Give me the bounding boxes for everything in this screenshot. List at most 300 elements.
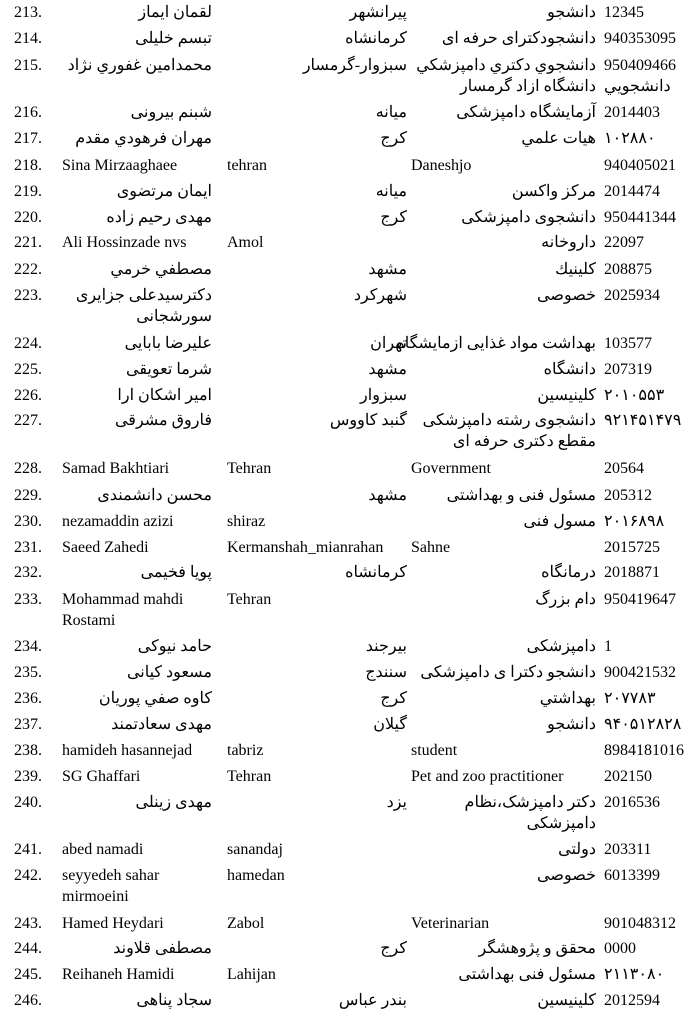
registrant-city <box>227 662 407 683</box>
registrant-code <box>604 285 695 306</box>
registrant-city <box>227 333 407 354</box>
row-number: 235. <box>14 664 42 681</box>
registrant-occupation <box>411 662 596 683</box>
row-number: 226. <box>14 387 42 404</box>
registrant-city <box>227 562 407 583</box>
registrant-city <box>227 792 407 813</box>
registrant-city <box>227 913 407 934</box>
registrant-occupation-line: دام بزرگ <box>535 591 596 608</box>
row-number: 222. <box>14 261 42 278</box>
registrant-city-line: گنبد کاووس <box>329 412 407 429</box>
registrant-occupation <box>411 562 596 583</box>
registrant-code <box>604 636 695 657</box>
registrant-occupation <box>411 865 596 886</box>
row-number: 220. <box>14 209 42 226</box>
registrant-city <box>227 485 407 506</box>
registrant-name <box>62 839 212 860</box>
registrant-code <box>604 385 695 406</box>
registrant-city <box>227 28 407 49</box>
registrant-name <box>62 485 212 506</box>
registrant-occupation <box>411 102 596 123</box>
registrant-code <box>604 562 695 583</box>
registrant-city <box>227 155 407 176</box>
registrant-code <box>604 964 695 985</box>
registrant-code-line: 2015725 <box>604 539 660 556</box>
row-number: 240. <box>14 794 42 811</box>
registrant-name <box>62 537 212 558</box>
registrant-name-line: Samad Bakhtiari <box>62 460 170 477</box>
registrant-code-line: ۹۲۱۴۵۱۴۷۹ <box>604 412 682 429</box>
registrant-occupation-line: مرکز واکسن <box>511 183 596 200</box>
registrant-occupation <box>411 28 596 49</box>
registrant-occupation-line: Sahne <box>411 539 451 556</box>
registrant-occupation <box>411 55 596 97</box>
row-number: 215. <box>14 57 42 74</box>
registrant-city-line: tehran <box>227 157 267 174</box>
registrant-city <box>227 766 407 787</box>
registrant-name <box>62 964 212 985</box>
row-number: 223. <box>14 287 42 304</box>
registrant-name-line: mirmoeini <box>62 888 129 905</box>
registrant-occupation <box>411 740 596 761</box>
registrant-city <box>227 839 407 860</box>
registrant-code-line: 8984181016 <box>604 742 684 759</box>
registrant-city-line: Tehran <box>227 591 272 608</box>
registrant-name <box>62 589 212 631</box>
registrant-code-line: 20564 <box>604 460 644 477</box>
registrant-city-line: Kermanshah_mianrahan <box>227 539 384 556</box>
registrant-occupation-line: دانشجو <box>547 4 596 21</box>
registrant-city-line: تهران <box>370 335 407 352</box>
registrant-occupation <box>411 792 596 834</box>
registrant-city-line: سبزوار <box>360 387 407 404</box>
registrant-name <box>62 333 212 354</box>
registrant-code-line: 0000 <box>604 940 636 957</box>
registrant-occupation-line: دامپزشکی <box>526 815 596 832</box>
registrant-city-line: یزد <box>386 794 407 811</box>
registrant-name-line: hamideh hasannejad <box>62 742 193 759</box>
registrant-city-line: بندر عباس <box>338 992 407 1009</box>
registrant-name <box>62 410 212 431</box>
registrant-city <box>227 181 407 202</box>
registrant-city-line: Amol <box>227 234 264 251</box>
registrant-name <box>62 865 212 907</box>
registrant-occupation <box>411 485 596 506</box>
registrant-occupation <box>411 285 596 306</box>
registrant-city-line: مشهد <box>368 261 407 278</box>
registrant-code <box>604 913 695 934</box>
registrant-code-line: 1 <box>604 638 612 655</box>
registrant-name-line: مهدی زینلی <box>135 794 212 811</box>
registrant-occupation <box>411 511 596 532</box>
row-number: 241. <box>14 841 42 858</box>
row-number: 219. <box>14 183 42 200</box>
registrant-city-line: hamedan <box>227 867 285 884</box>
registrant-name <box>62 990 212 1011</box>
registrant-code <box>604 102 695 123</box>
registrant-name <box>62 232 212 253</box>
registrant-code <box>604 259 695 280</box>
registrant-occupation-line: درمانگاه <box>541 564 596 581</box>
registrant-name <box>62 102 212 123</box>
registrant-occupation <box>411 232 596 253</box>
registrant-occupation <box>411 938 596 959</box>
registrant-city <box>227 537 407 558</box>
row-number: 214. <box>14 30 42 47</box>
registrant-city <box>227 55 407 76</box>
registrant-name <box>62 766 212 787</box>
registrant-city-line: میانه <box>375 183 407 200</box>
registrant-code-line: ۲۰۷۷۸۳ <box>604 690 656 707</box>
row-number: 234. <box>14 638 42 655</box>
registrant-city <box>227 385 407 406</box>
registrant-occupation-line: دانشجوي دكتري دامپزشكي <box>416 57 596 74</box>
registrant-city-line: مشهد <box>368 487 407 504</box>
registrant-occupation <box>411 714 596 735</box>
row-number: 233. <box>14 591 42 608</box>
registrant-code <box>604 410 695 431</box>
registrant-name-line: كاوه صفي پوريان <box>98 690 212 707</box>
registrant-name-line: مصطفي خرمي <box>110 261 212 278</box>
registrant-name-line: امیر اشکان ارا <box>117 387 212 404</box>
registrant-occupation-line: دانشجوی دامپزشکی <box>461 209 596 226</box>
registrant-name <box>62 181 212 202</box>
registrant-name <box>62 55 212 76</box>
registrant-name-line: seyyedeh sahar <box>62 867 160 884</box>
registrant-city-line: سبزوار-گرمسار <box>302 57 407 74</box>
row-number: 232. <box>14 564 42 581</box>
registrant-occupation-line: دکتر دامپزشک،نظام <box>464 794 596 811</box>
registrant-code <box>604 766 695 787</box>
registrant-city <box>227 232 407 253</box>
registrant-city-line: مشهد <box>368 361 407 378</box>
registrant-code <box>604 333 695 354</box>
registrant-code-line: 940405021 <box>604 157 676 174</box>
registrant-occupation-line: خصوصی <box>537 287 596 304</box>
registrant-name-line: Mohammad mahdi <box>62 591 184 608</box>
row-number: 242. <box>14 867 42 884</box>
row-number: 221. <box>14 234 42 251</box>
registrant-city <box>227 740 407 761</box>
registrant-name <box>62 662 212 683</box>
registrant-occupation-line: مسول فنی <box>523 513 596 530</box>
registrant-city-line: بیرجند <box>365 638 407 655</box>
registrant-city-line: کرمانشاه <box>345 30 407 47</box>
registrant-city <box>227 410 407 431</box>
registrant-city <box>227 865 407 886</box>
registrant-occupation-line: دامپزشکی <box>526 638 596 655</box>
registrant-occupation <box>411 636 596 657</box>
registrant-code-line: 208875 <box>604 261 652 278</box>
registrant-code <box>604 458 695 479</box>
registrant-city <box>227 511 407 532</box>
registrant-name-line: حامد نیوکی <box>137 638 212 655</box>
registrant-occupation <box>411 155 596 176</box>
registrant-occupation-line: دانشجوی رشته دامپزشکی <box>422 412 596 429</box>
row-number: 228. <box>14 460 42 477</box>
registrant-name-line: مصطفی قلاوند <box>113 940 212 957</box>
registrant-code-line: 207319 <box>604 361 652 378</box>
registrant-city-line: کرج <box>380 940 407 957</box>
registrant-name <box>62 562 212 583</box>
registrant-name <box>62 128 212 149</box>
registrant-occupation <box>411 385 596 406</box>
row-number: 246. <box>14 992 42 1009</box>
registrant-occupation-line: آزمایشگاه دامپزشکی <box>456 104 596 121</box>
row-number: 244. <box>14 940 42 957</box>
registrant-code-line: 2025934 <box>604 287 660 304</box>
registrant-name <box>62 2 212 23</box>
registrant-city-line: کرمانشاه <box>345 564 407 581</box>
registrant-code-line: 950419647 <box>604 591 676 608</box>
registrant-code-line: ۲۰۱۶۸۹۸ <box>604 513 665 530</box>
registrant-name <box>62 511 212 532</box>
registrant-city <box>227 589 407 610</box>
registrant-name <box>62 359 212 380</box>
row-number: 239. <box>14 768 42 785</box>
registrant-code-line: 901048312 <box>604 915 676 932</box>
registrant-city-line: كرج <box>380 130 407 147</box>
row-number: 216. <box>14 104 42 121</box>
registrant-name-line: Saeed Zahedi <box>62 539 149 556</box>
registrant-city-line: Zabol <box>227 915 265 932</box>
registrant-name-line: Sina Mirzaaghaee <box>62 157 178 174</box>
registrant-occupation-line: مسئول فنی و بهداشتی <box>446 487 596 504</box>
registrant-name-line: ایمان مرتضوی <box>116 183 212 200</box>
row-number: 229. <box>14 487 42 504</box>
registrant-code-line: 2016536 <box>604 794 660 811</box>
registrant-city <box>227 102 407 123</box>
registrant-code-line: 2014474 <box>604 183 660 200</box>
registrant-occupation-line: Veterinarian <box>411 915 490 932</box>
registrant-city-line: کرج <box>380 209 407 226</box>
registrant-name-line: لقمان ایماز <box>138 4 212 21</box>
registrant-name-line: Ali Hossinzade nvs <box>62 234 187 251</box>
registrant-name-line: abed namadi <box>62 841 144 858</box>
registrant-name-line: شبنم بیرونی <box>130 104 212 121</box>
registrant-occupation-line: Government <box>411 460 491 477</box>
registrant-name <box>62 207 212 228</box>
registrant-city-line: پیرانشهر <box>349 4 407 21</box>
row-number: 218. <box>14 157 42 174</box>
registrant-city <box>227 259 407 280</box>
registrant-code-line: 2018871 <box>604 564 660 581</box>
registrant-code <box>604 2 695 23</box>
registrant-name-line: محسن دانشمندی <box>97 487 212 504</box>
registrant-occupation <box>411 766 596 787</box>
registrant-occupation <box>411 458 596 479</box>
registrant-code-line: 202150 <box>604 768 652 785</box>
registrant-code-line: دانشجويي <box>604 78 671 95</box>
row-number: 225. <box>14 361 42 378</box>
registrant-code <box>604 714 695 735</box>
registrant-occupation-line: محقق و پژوهشگر <box>478 940 596 957</box>
registrant-code-line: 22097 <box>604 234 644 251</box>
registrant-name <box>62 259 212 280</box>
registrant-code-line: 900421532 <box>604 664 676 681</box>
registrant-code <box>604 207 695 228</box>
registrant-code <box>604 938 695 959</box>
registrant-name-line: مهران فرهودي مقدم <box>75 130 212 147</box>
registrant-occupation-line: دانشجو <box>547 716 596 733</box>
registrant-occupation-line: هيات علمي <box>521 130 596 147</box>
registrant-occupation-line: Daneshjo <box>411 157 472 174</box>
registrant-city <box>227 128 407 149</box>
registrant-name-line: مهدی سعادتمند <box>111 716 212 733</box>
registrant-occupation <box>411 359 596 380</box>
registrant-city <box>227 938 407 959</box>
registrant-name <box>62 792 212 813</box>
registrant-code-line: 950409466 <box>604 57 676 74</box>
registrant-city-line: tabriz <box>227 742 264 759</box>
registrant-code <box>604 485 695 506</box>
registrant-name <box>62 938 212 959</box>
registrant-name-line: شرما تعویقی <box>126 361 212 378</box>
registrant-code <box>604 662 695 683</box>
registrant-city-line: میانه <box>375 104 407 121</box>
row-number: 213. <box>14 4 42 21</box>
registrant-code <box>604 232 695 253</box>
registrant-occupation-line: دولتی <box>558 841 596 858</box>
registrant-occupation <box>411 410 596 452</box>
registrant-name <box>62 28 212 49</box>
registrant-occupation-line: دانشجو دکترا ی دامپزشکی <box>420 664 596 681</box>
registrant-name-line: سجاد پناهی <box>136 992 212 1009</box>
registrant-city <box>227 714 407 735</box>
registrant-occupation <box>411 537 596 558</box>
registrant-code-line: ۹۴۰۵۱۲۸۲۸ <box>604 716 682 733</box>
registrant-city <box>227 636 407 657</box>
registrant-name-line: سورشجانی <box>136 308 212 325</box>
registrant-city-line: كرج <box>380 690 407 707</box>
registrant-occupation-line: کلینیسین <box>537 387 596 404</box>
registrant-occupation-line: دانشگاه ازاد گرمسار <box>459 78 596 95</box>
registrant-occupation <box>411 2 596 23</box>
registrant-code <box>604 990 695 1011</box>
registrant-code <box>604 155 695 176</box>
registrant-code-line: 2012594 <box>604 992 660 1009</box>
row-number: 237. <box>14 716 42 733</box>
row-number: 224. <box>14 335 42 352</box>
registrant-code <box>604 128 695 149</box>
registrant-code <box>604 359 695 380</box>
registrant-city <box>227 359 407 380</box>
registrant-name-line: دکترسیدعلی جزایری <box>75 287 212 304</box>
registrant-occupation-line: دانشجودکترای حرفه ای <box>441 30 596 47</box>
registrant-city <box>227 2 407 23</box>
registrant-code-line: 940353095 <box>604 30 676 47</box>
registrant-occupation-line: بهداشت مواد غذایی ازمایشگاه <box>396 335 596 352</box>
registrant-city-line: Tehran <box>227 768 272 785</box>
registrant-name-line: فاروق مشرقی <box>114 412 212 429</box>
registrant-code-line: 2014403 <box>604 104 660 121</box>
registrant-code-line: ۱۰۲۸۸۰ <box>604 130 656 147</box>
row-number: 227. <box>14 412 42 429</box>
registrant-city <box>227 207 407 228</box>
registrant-code <box>604 511 695 532</box>
registrant-occupation <box>411 181 596 202</box>
registrant-code <box>604 740 695 761</box>
registrant-name <box>62 458 212 479</box>
row-number: 231. <box>14 539 42 556</box>
registrant-name <box>62 385 212 406</box>
row-number: 238. <box>14 742 42 759</box>
row-number: 230. <box>14 513 42 530</box>
registrant-name-line: Reihaneh Hamidi <box>62 966 175 983</box>
registrant-city <box>227 990 407 1011</box>
registrant-city <box>227 688 407 709</box>
registrant-name-line: Rostami <box>62 612 116 629</box>
registrant-code <box>604 181 695 202</box>
registrant-city <box>227 964 407 985</box>
registrant-code <box>604 589 695 610</box>
registrant-code-line: ۲۱۱۳۰۸۰ <box>604 966 665 983</box>
row-number: 236. <box>14 690 42 707</box>
registrant-name <box>62 714 212 735</box>
registrant-code-line: 103577 <box>604 335 652 352</box>
registrant-name <box>62 688 212 709</box>
registrant-name-line: مهدی رحیم زاده <box>106 209 212 226</box>
registrant-occupation-line: کلینیسین <box>537 992 596 1009</box>
registrant-occupation-line: مسئول فنی بهداشتی <box>458 966 596 983</box>
registrant-code-line: ۲۰۱۰۵۵۳ <box>604 387 665 404</box>
registrant-occupation-line: Pet and zoo practitioner <box>411 768 564 785</box>
registrant-city <box>227 285 407 306</box>
registrant-occupation-line: student <box>411 742 458 759</box>
registrant-occupation-line: خصوصی <box>537 867 596 884</box>
registrant-occupation <box>411 589 596 610</box>
registrant-city-line: Lahijan <box>227 966 276 983</box>
registrant-code <box>604 28 695 49</box>
registrant-occupation <box>411 259 596 280</box>
registrant-occupation <box>411 128 596 149</box>
registrant-name-line: علیرضا بابایی <box>124 335 212 352</box>
registrant-city-line: شهرکرد <box>353 287 407 304</box>
registrant-code <box>604 839 695 860</box>
registrant-code <box>604 55 695 97</box>
row-number: 217. <box>14 130 42 147</box>
registrant-city-line: shiraz <box>227 513 266 530</box>
registrant-name-line: SG Ghaffari <box>62 768 141 785</box>
registrant-code <box>604 537 695 558</box>
registrant-name-line: nezamaddin azizi <box>62 513 174 530</box>
registrant-name <box>62 155 212 176</box>
registrant-code-line: 205312 <box>604 487 652 504</box>
registrant-occupation <box>411 964 596 985</box>
registrant-city-line: سنندج <box>365 664 407 681</box>
registrant-occupation <box>411 913 596 934</box>
registrant-occupation-line: بهداشتي <box>539 690 596 707</box>
registrant-name-line: تبسم خلیلی <box>135 30 212 47</box>
registrant-name-line: Hamed Heydari <box>62 915 164 932</box>
row-number: 243. <box>14 915 42 932</box>
registrant-city-line: Tehran <box>227 460 272 477</box>
registrant-occupation-line: داروخانه <box>541 234 596 251</box>
registrant-name-line: محمدامين غفوري نژاد <box>67 57 212 74</box>
registrant-code <box>604 792 695 813</box>
registrant-code-line: 950441344 <box>604 209 676 226</box>
registrant-code <box>604 865 695 886</box>
row-number: 245. <box>14 966 42 983</box>
registrant-occupation <box>411 990 596 1011</box>
registrant-name <box>62 636 212 657</box>
registrant-occupation <box>396 333 596 354</box>
registrant-name <box>62 740 212 761</box>
registrant-occupation-line: كلينيك <box>555 261 596 278</box>
registrant-name <box>62 285 212 327</box>
registrant-code <box>604 688 695 709</box>
registrant-occupation-line: مقطع دکتری حرفه ای <box>452 433 596 450</box>
